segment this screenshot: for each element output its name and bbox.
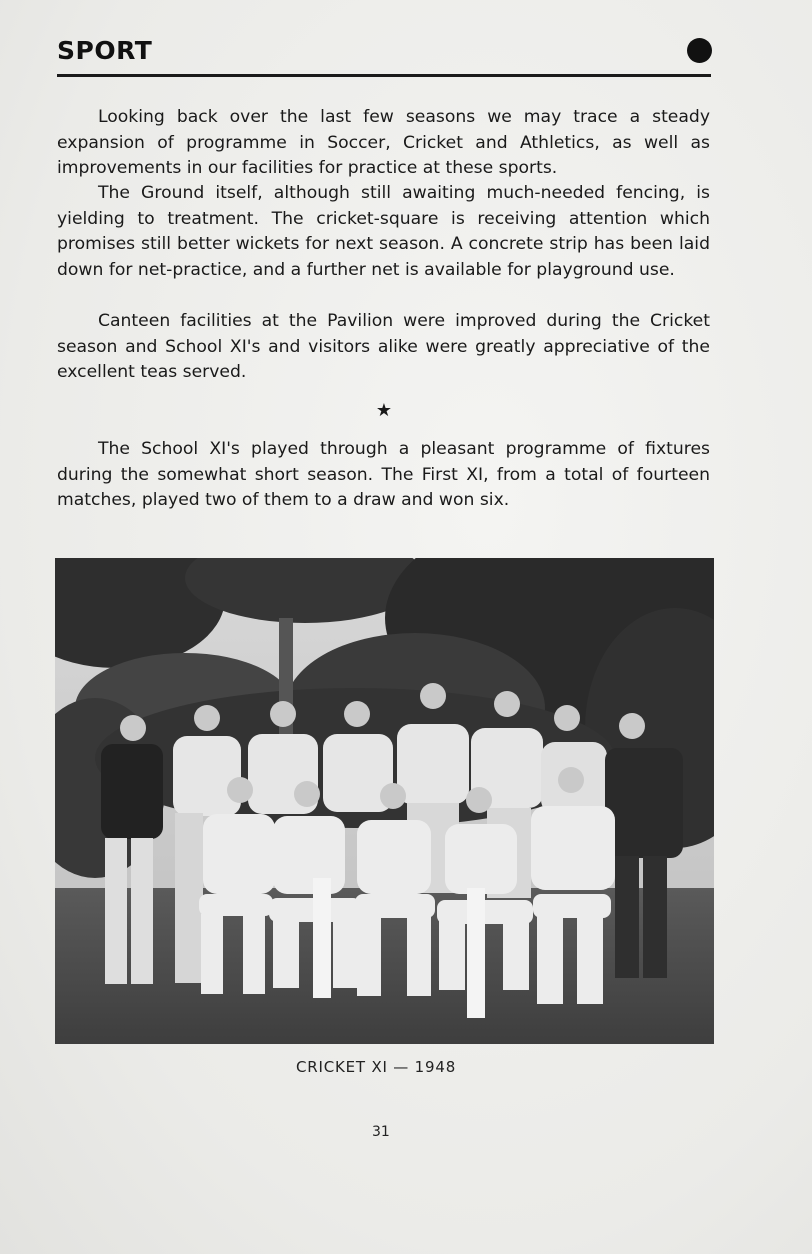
section-separator-star-icon: ★ [375, 400, 393, 421]
photo-caption: CRICKET XI — 1948 [296, 1058, 457, 1076]
paragraph-1: Looking back over the last few seasons we may trace a steady expansion of programme in Soccer, Cricket and Athletics, as well as improvements in our facilities for practice at these sports. [57, 107, 710, 179]
paragraph-4: The School XI's played through a pleasant programme of fixtures during the somewhat short season. The First XI, from a total of fourteen matches, played two of them to a draw and won six. [57, 439, 710, 511]
section-title: SPORT [57, 36, 153, 65]
page-number: 31 [372, 1124, 390, 1140]
section-bullet-icon [687, 38, 712, 63]
paragraph-2: The Ground itself, although still awaiting much-needed fencing, is yielding to treatment. The cricket-square is receiving attention which promises still better wickets for next season. A concrete strip has been laid down for net-practice, and a further net is available for playground use. [57, 183, 710, 280]
team-photograph [55, 558, 714, 1044]
header-divider [57, 74, 711, 77]
paragraph-3: Canteen facilities at the Pavilion were improved during the Cricket season and School XI's and visitors alike were greatly appreciative of the excellent teas served. [57, 311, 710, 383]
